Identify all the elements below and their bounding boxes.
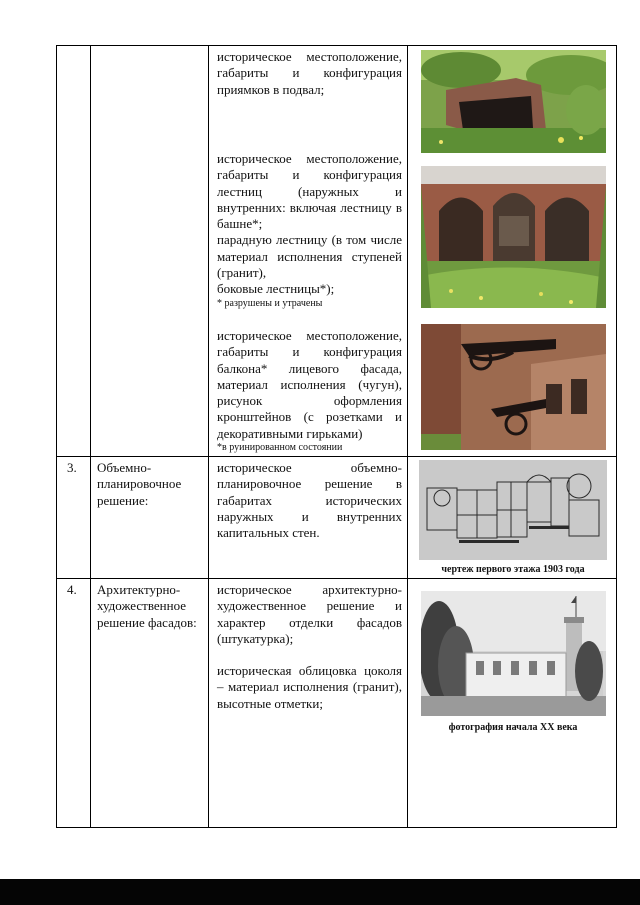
balcony-cell (217, 328, 402, 454)
text-line: планировочное (97, 476, 182, 492)
text-line: наружных и внутренних (217, 508, 402, 524)
text-line: историческое местоположение, (217, 151, 402, 166)
historic-building-photo (421, 591, 606, 716)
text-line: балкона* лицевого фасада, (217, 360, 402, 376)
text-line: внутренних: включая лестницу в (217, 199, 402, 215)
text-line: лестниц (наружных и (217, 183, 402, 199)
row-divider (57, 578, 616, 579)
row-divider (57, 456, 616, 457)
continuation-cell (217, 49, 402, 98)
text-line: материал исполнения ступеней (217, 248, 402, 264)
footnote: *в руинированном состоянии (217, 442, 343, 454)
row-number: 4. (67, 582, 77, 597)
text-line: характер отделки фасадов (217, 614, 402, 630)
text-line: приямков в подвал; (217, 81, 325, 97)
text-line: боковые лестницы*); (217, 281, 335, 297)
text-line: габариты и конфигурация (217, 65, 402, 81)
image-caption: фотография начала XX века (448, 722, 578, 733)
text-line: художественное решение и (217, 598, 402, 614)
scan-bottom-edge (0, 879, 640, 905)
text-line: историческая облицовка цоколя (217, 663, 402, 679)
balcony-bracket-photo (421, 324, 606, 450)
row-description (217, 460, 402, 541)
text-line: рисунок оформления (217, 393, 402, 409)
text-line: решение: (97, 492, 149, 508)
ruined-arches-photo (421, 166, 606, 308)
row-description (217, 582, 402, 712)
row-title (97, 582, 207, 631)
image-caption: чертеж первого этажа 1903 года (441, 564, 585, 575)
text-line: историческое архитектурно- (217, 582, 402, 597)
text-line: (гранит), (217, 265, 267, 281)
text-line: историческое объемно- (217, 460, 402, 475)
column-divider (208, 46, 209, 827)
text-line: материал исполнения (чугун), (217, 376, 402, 392)
text-line: декоративными гирьками) (217, 425, 363, 441)
text-line: решение фасадов: (97, 614, 197, 630)
text-line: Архитектурно- (97, 582, 181, 597)
column-divider (407, 46, 408, 827)
text-line: башне*; (217, 216, 263, 232)
text-line: парадную лестницу (в том числе (217, 232, 402, 248)
footnote: * разрушены и утрачены (217, 297, 323, 309)
text-line: Объемно- (97, 460, 152, 475)
text-line: габаритах исторических (217, 492, 402, 508)
text-line: – материал исполнения (гранит), (217, 679, 402, 695)
ruined-pit-photo (421, 50, 606, 153)
text-line: капитальных стен. (217, 525, 320, 541)
text-line: историческое местоположение, (217, 328, 402, 343)
heritage-table (56, 45, 617, 828)
text-line: историческое местоположение, (217, 49, 402, 64)
text-line: планировочное решение в (217, 476, 402, 492)
text-line: габариты и конфигурация (217, 344, 402, 360)
row-number: 3. (67, 460, 77, 475)
column-divider (90, 46, 91, 827)
text-line: художественное (97, 598, 187, 614)
stairs-cell (217, 151, 402, 310)
row-title (97, 460, 205, 509)
text-line: габариты и конфигурация (217, 167, 402, 183)
text-line: (штукатурка); (217, 630, 294, 646)
floor-plan-drawing (419, 460, 607, 560)
text-line: высотные отметки; (217, 695, 323, 711)
text-line: кронштейнов (с розетками и (217, 409, 402, 425)
